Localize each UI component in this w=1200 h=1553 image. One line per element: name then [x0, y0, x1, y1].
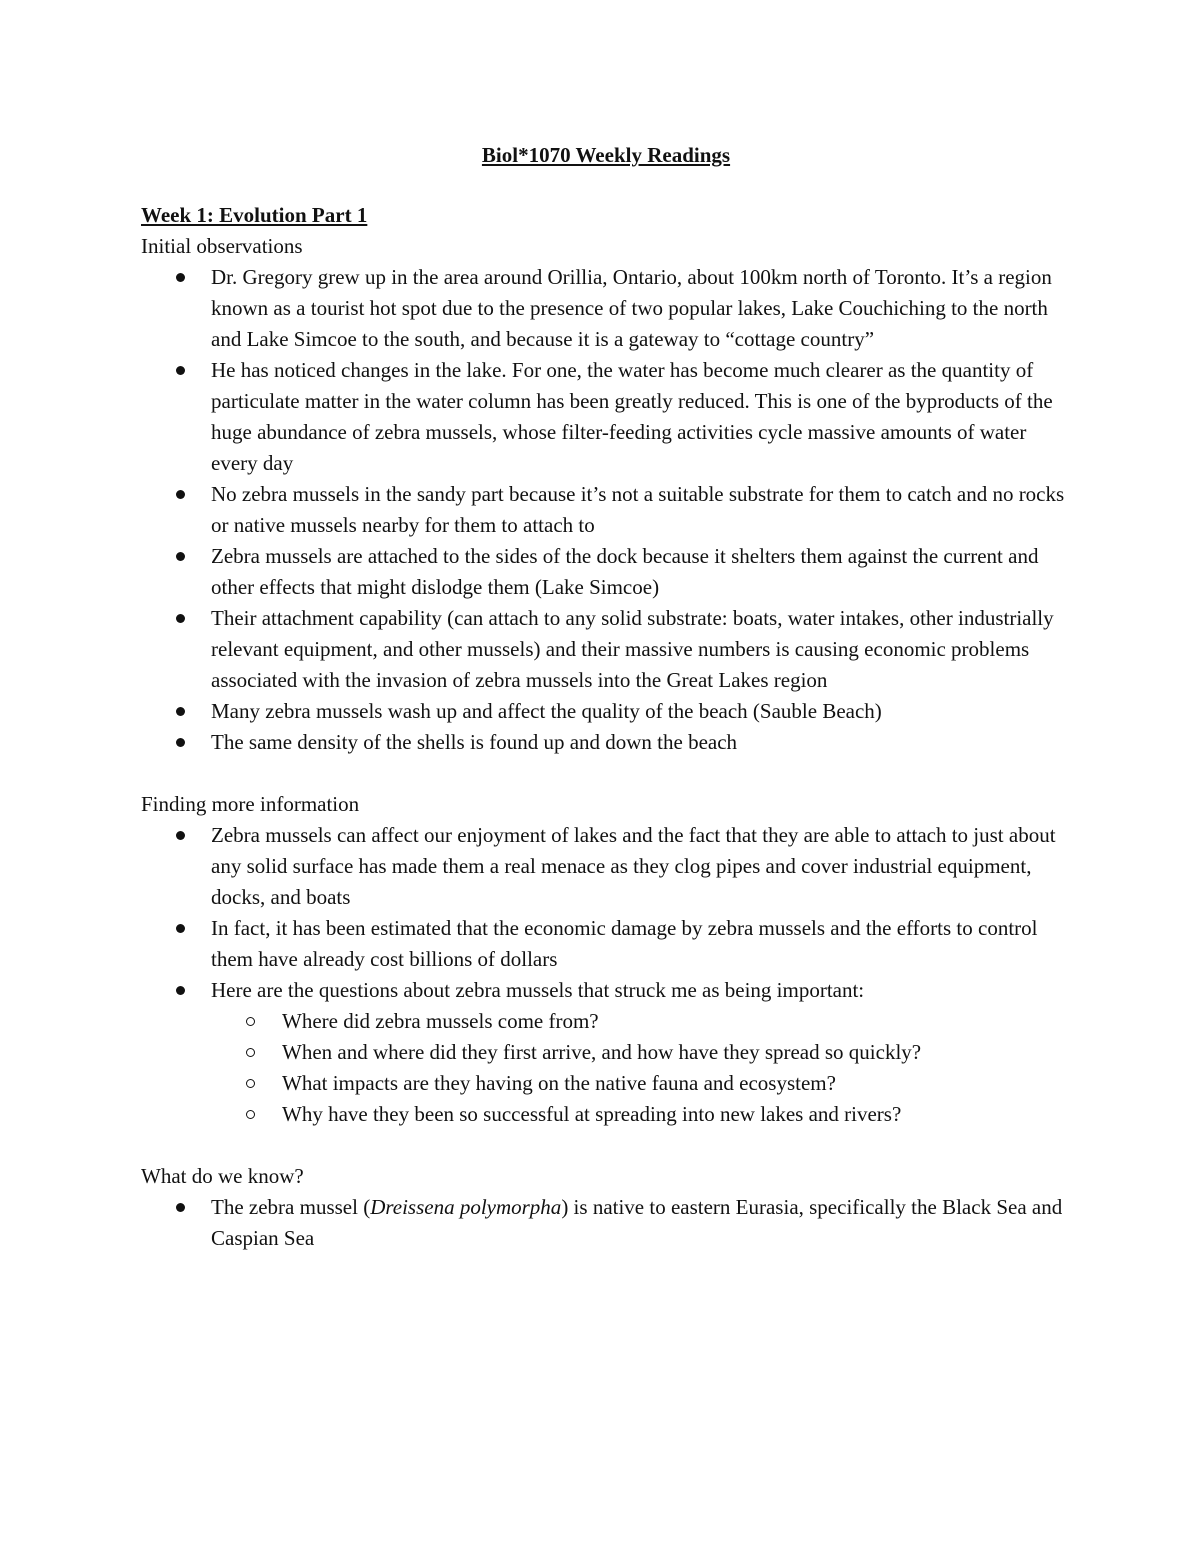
list-item-text: Here are the questions about zebra mussels that struck me as being important:: [211, 978, 865, 1002]
list-item: [211, 975, 1071, 1130]
bullet-icon: [176, 273, 185, 282]
week-heading: Week 1: Evolution Part 1: [141, 203, 368, 227]
list-item-text: Zebra mussels can affect our enjoyment of lakes and the fact that they are able to attach to just about any solid surface has made them a real menace as they clog pipes and cover industrial equipment, docks, and boats: [211, 823, 1056, 909]
section-what-do-we-know: [141, 1161, 1071, 1254]
list-item: [211, 355, 1071, 479]
sub-list-item: [282, 1006, 1071, 1037]
bullet-icon: [176, 490, 185, 499]
section-title: What do we know?: [141, 1164, 304, 1188]
list-item: [211, 1192, 1071, 1254]
section-title: Initial observations: [141, 234, 303, 258]
bullet-icon: [176, 738, 185, 747]
sub-list-item-text: Why have they been so successful at spreading into new lakes and rivers?: [282, 1102, 902, 1126]
list-item-text: The same density of the shells is found up and down the beach: [211, 730, 738, 754]
list-item-text: In fact, it has been estimated that the economic damage by zebra mussels and the efforts to control them have already cost billions of dollars: [211, 916, 1038, 971]
list-item-text: Zebra mussels are attached to the sides of the dock because it shelters them against the current and other effects that might dislodge them (Lake Simcoe): [211, 544, 1039, 599]
list-item-text-after: ) is native to eastern Eurasia, specifically the Black Sea and Caspian Sea: [211, 1195, 1063, 1250]
species-name: Dreissena polymorpha: [370, 1195, 562, 1219]
bullet-icon: [176, 707, 185, 716]
bullet-icon: [176, 366, 185, 375]
bullet-icon: [176, 986, 185, 995]
bullet-icon: [176, 614, 185, 623]
list-item: [211, 479, 1071, 541]
list-item-text: Their attachment capability (can attach to any solid substrate: boats, water intakes, other industrially relevant equipment, and other mussels) and their massive numbers is causing economic problems associated with the invasion of zebra mussels into the Great Lakes region: [211, 606, 1054, 692]
bullet-icon: [176, 1203, 185, 1212]
list-item: [211, 727, 1071, 758]
list-item: [211, 696, 1071, 727]
sub-list-item-text: What impacts are they having on the native fauna and ecosystem?: [282, 1071, 836, 1095]
sub-list: [211, 1006, 1071, 1130]
bullet-icon: [176, 924, 185, 933]
bullet-icon: [176, 552, 185, 561]
bullet-icon: [176, 831, 185, 840]
list-item-text: No zebra mussels in the sandy part because it’s not a suitable substrate for them to catch and no rocks or native mussels nearby for them to attach to: [211, 482, 1065, 537]
sub-list-item-text: When and where did they first arrive, and how have they spread so quickly?: [282, 1040, 922, 1064]
bullet-list: [141, 262, 1071, 758]
circle-bullet-icon: [246, 1017, 255, 1026]
bullet-list: [141, 820, 1071, 1130]
document-page: [141, 140, 1071, 1285]
section-initial-observations: [141, 231, 1071, 758]
list-item-text-before: The zebra mussel (: [211, 1195, 371, 1219]
list-item: [211, 913, 1071, 975]
bullet-list: [141, 1192, 1071, 1254]
circle-bullet-icon: [246, 1110, 255, 1119]
sub-list-item: [282, 1099, 1071, 1130]
circle-bullet-icon: [246, 1079, 255, 1088]
document-title: Biol*1070 Weekly Readings: [481, 143, 731, 167]
sub-list-item-text: Where did zebra mussels come from?: [282, 1009, 599, 1033]
section-title: Finding more information: [141, 792, 360, 816]
sub-list-item: [282, 1037, 1071, 1068]
list-item-text: Dr. Gregory grew up in the area around Orillia, Ontario, about 100km north of Toronto. It’s a region known as a tourist hot spot due to the presence of two popular lakes, Lake Couchiching to the north and Lake Simcoe to the south, and because it is a gateway to “cottage country”: [211, 265, 1052, 351]
circle-bullet-icon: [246, 1048, 255, 1057]
section-finding-more-information: [141, 789, 1071, 1130]
list-item: [211, 262, 1071, 355]
list-item: [211, 820, 1071, 913]
list-item: [211, 603, 1071, 696]
list-item-text: Many zebra mussels wash up and affect the quality of the beach (Sauble Beach): [211, 699, 882, 723]
list-item: [211, 541, 1071, 603]
list-item-text: He has noticed changes in the lake. For one, the water has become much clearer as the quantity of particulate matter in the water column has been greatly reduced. This is one of the byproducts of the huge abundance of zebra mussels, whose filter-feeding activities cycle massive amounts of water every day: [211, 358, 1053, 475]
sub-list-item: [282, 1068, 1071, 1099]
